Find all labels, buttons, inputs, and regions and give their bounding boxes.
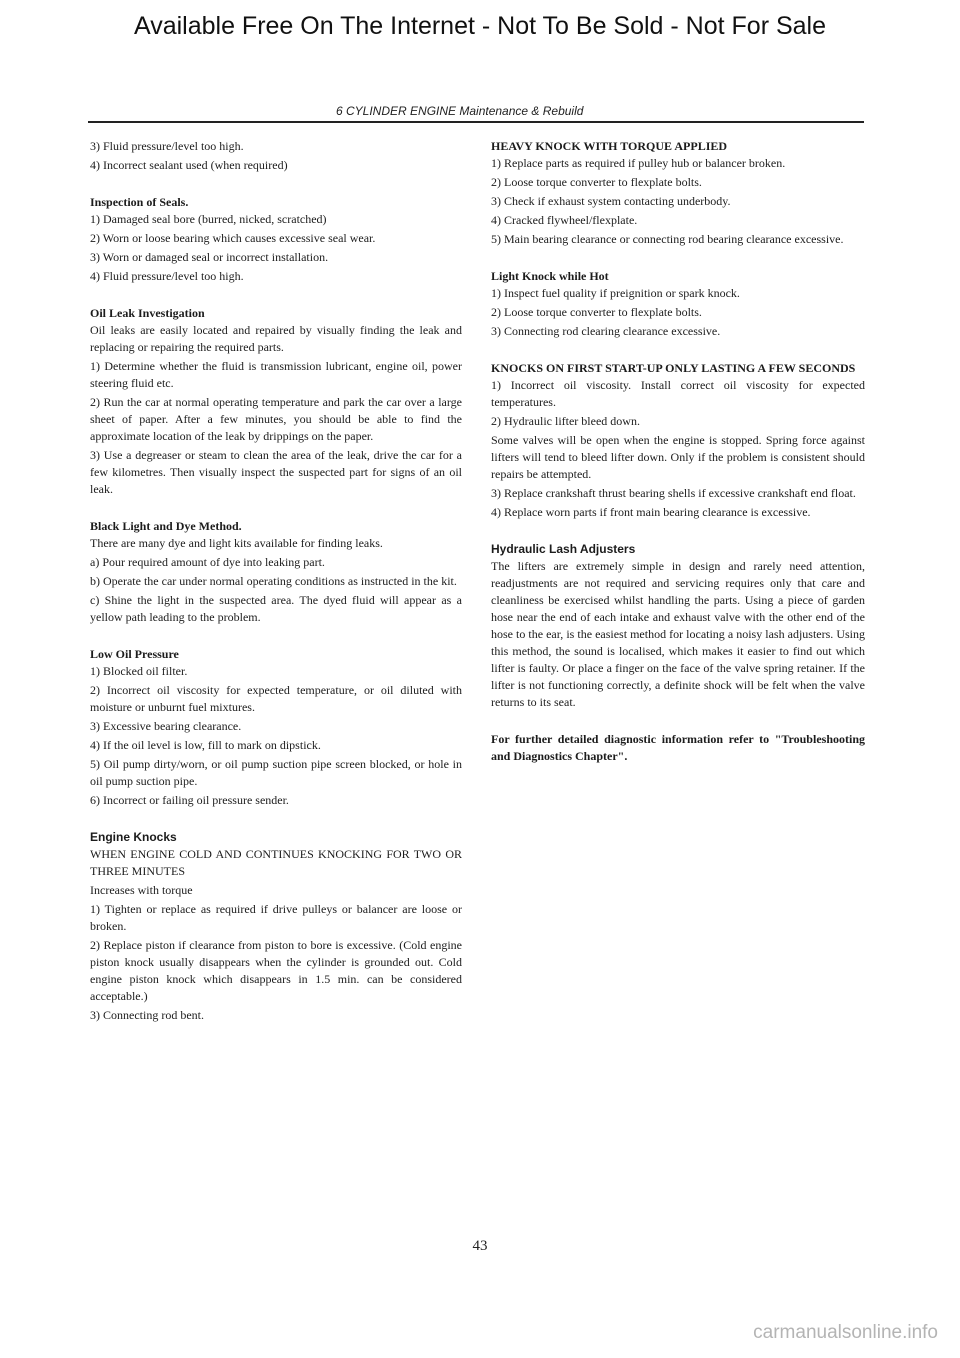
list-item: 1) Determine whether the fluid is transmission lubricant, engine oil, power steering fluid etc. — [90, 359, 462, 390]
oil-leak-section — [90, 305, 462, 498]
list-item: b) Operate the car under normal operating conditions as instructed in the kit. — [90, 574, 457, 588]
header-rule — [88, 121, 864, 123]
running-head: 6 CYLINDER ENGINE Maintenance & Rebuild — [336, 104, 584, 118]
list-item: 2) Run the car at normal operating temperature and park the car over a large sheet of paper. After a few minutes, you should be able to find the approximate location of the leak by drippings on the paper. — [90, 395, 462, 443]
list-item: 1) Tighten or replace as required if drive pulleys or balancer are loose or broken. — [90, 902, 462, 933]
list-item: 2) Hydraulic lifter bleed down. — [491, 414, 640, 428]
list-item: 3) Fluid pressure/level too high. — [90, 139, 244, 153]
section-heading: Low Oil Pressure — [90, 647, 179, 661]
engine-knocks-section — [90, 829, 462, 1024]
page-number: 43 — [472, 1238, 488, 1254]
list-item: 4) Cracked flywheel/flexplate. — [491, 213, 638, 227]
list-item: 2) Worn or loose bearing which causes excessive seal wear. — [90, 231, 376, 245]
section-heading: Oil Leak Investigation — [90, 306, 205, 320]
section-heading: HEAVY KNOCK WITH TORQUE APPLIED — [491, 139, 728, 153]
list-item: 3) Excessive bearing clearance. — [90, 719, 242, 733]
section-heading: Light Knock while Hot — [491, 269, 609, 283]
list-item: 4) Incorrect sealant used (when required) — [90, 158, 288, 172]
list-item: 3) Worn or damaged seal or incorrect installation. — [90, 250, 329, 264]
list-item: 2) Replace piston if clearance from piston to bore is excessive. (Cold engine piston knock usually disappears when the cylinder is grounded out. Cold engine piston knock which disappears in 1.5 min. can be considered acceptable.) — [90, 938, 462, 1003]
list-item: 1) Incorrect oil viscosity. Install correct oil viscosity for expected temperatures. — [491, 378, 865, 409]
list-item: 1) Blocked oil filter. — [90, 664, 188, 678]
list-item: a) Pour required amount of dye into leaking part. — [90, 555, 325, 569]
list-item: 4) Fluid pressure/level too high. — [90, 269, 244, 283]
light-knock-section — [491, 268, 865, 340]
paragraph: There are many dye and light kits available for finding leaks. — [90, 536, 383, 550]
list-item: 3) Use a degreaser or steam to clean the area of the leak, drive the car for a few kilometres. Then visually inspect the suspected part for signs of an oil leak. — [90, 448, 462, 496]
list-item: 4) If the oil level is low, fill to mark on dipstick. — [90, 738, 321, 752]
black-light-section — [90, 518, 462, 626]
list-item: 6) Incorrect or failing oil pressure sender. — [90, 793, 289, 807]
subsubheading: Increases with torque — [90, 883, 193, 897]
watermark-footer: carmanualsonline.info — [753, 1322, 938, 1343]
list-item: 1) Replace parts as required if pulley hub or balancer broken. — [491, 156, 786, 170]
list-item: c) Shine the light in the suspected area. The dyed fluid will appear as a yellow path leading to the problem. — [90, 593, 462, 624]
list-item: 3) Check if exhaust system contacting underbody. — [491, 194, 731, 208]
list-item: 3) Connecting rod bent. — [90, 1008, 204, 1022]
paragraph: The lifters are extremely simple in design and rarely need attention, readjustments are not required and servicing requires only that care and cleanliness be exercised whilst handling the parts. Using a piece of garden hose near the end of each intake and exhaust valve with the other end of the hose to the ear, is the easiest method for locating a noisy lash adjusters. Using this method, the sound is localised, which makes it easier to find out which lifter is faulty. Or place a finger on the face of the valve spring retainer. If the lifter is not functioning correctly, a definite shock will be felt when the valve returns to its seat. — [491, 559, 865, 709]
heavy-knock-section — [491, 138, 865, 248]
further-info-section — [491, 731, 865, 765]
watermark-banner: Available Free On The Internet - Not To Be Sold - Not For Sale — [133, 12, 827, 40]
list-item: 3) Connecting rod clearing clearance excessive. — [491, 324, 721, 338]
section-heading: Inspection of Seals. — [90, 195, 189, 209]
list-item: 3) Replace crankshaft thrust bearing shells if excessive crankshaft end float. — [491, 486, 856, 500]
subheading: WHEN ENGINE COLD AND CONTINUES KNOCKING FOR TWO OR THREE MINUTES — [90, 847, 462, 878]
section-heading: Black Light and Dye Method. — [90, 519, 242, 533]
list-item: 1) Damaged seal bore (burred, nicked, scratched) — [90, 212, 327, 226]
list-item: 2) Loose torque converter to flexplate bolts. — [491, 305, 702, 319]
left-column — [90, 138, 462, 1044]
list-item: 5) Oil pump dirty/worn, or oil pump suction pipe screen blocked, or hole in oil pump suction pipe. — [90, 757, 462, 788]
paragraph: Some valves will be open when the engine is stopped. Spring force against lifters will tend to bleed lifter down. Only if the problem is consistent should repairs be attempted. — [491, 433, 865, 481]
section-heading: Hydraulic Lash Adjusters — [491, 542, 636, 556]
first-startup-section — [491, 360, 865, 521]
section-heading: KNOCKS ON FIRST START-UP ONLY LASTING A FEW SECONDS — [491, 361, 856, 375]
inspection-of-seals-section — [90, 194, 462, 285]
lash-adjusters-section — [491, 541, 865, 711]
seals-continued — [90, 138, 462, 174]
further-info-note: For further detailed diagnostic information refer to "Troubleshooting and Diagnostics Chapter". — [491, 732, 865, 763]
low-oil-pressure-section — [90, 646, 462, 809]
paragraph: Oil leaks are easily located and repaired by visually finding the leak and replacing or repairing the required parts. — [90, 323, 462, 354]
list-item: 4) Replace worn parts if front main bearing clearance is excessive. — [491, 505, 811, 519]
list-item: 2) Incorrect oil viscosity for expected temperature, or oil diluted with moisture or unburnt fuel mixtures. — [90, 683, 462, 714]
section-heading: Engine Knocks — [90, 830, 177, 844]
list-item: 5) Main bearing clearance or connecting rod bearing clearance excessive. — [491, 232, 844, 246]
list-item: 2) Loose torque converter to flexplate bolts. — [491, 175, 702, 189]
right-column — [491, 138, 865, 785]
list-item: 1) Inspect fuel quality if preignition or spark knock. — [491, 286, 740, 300]
